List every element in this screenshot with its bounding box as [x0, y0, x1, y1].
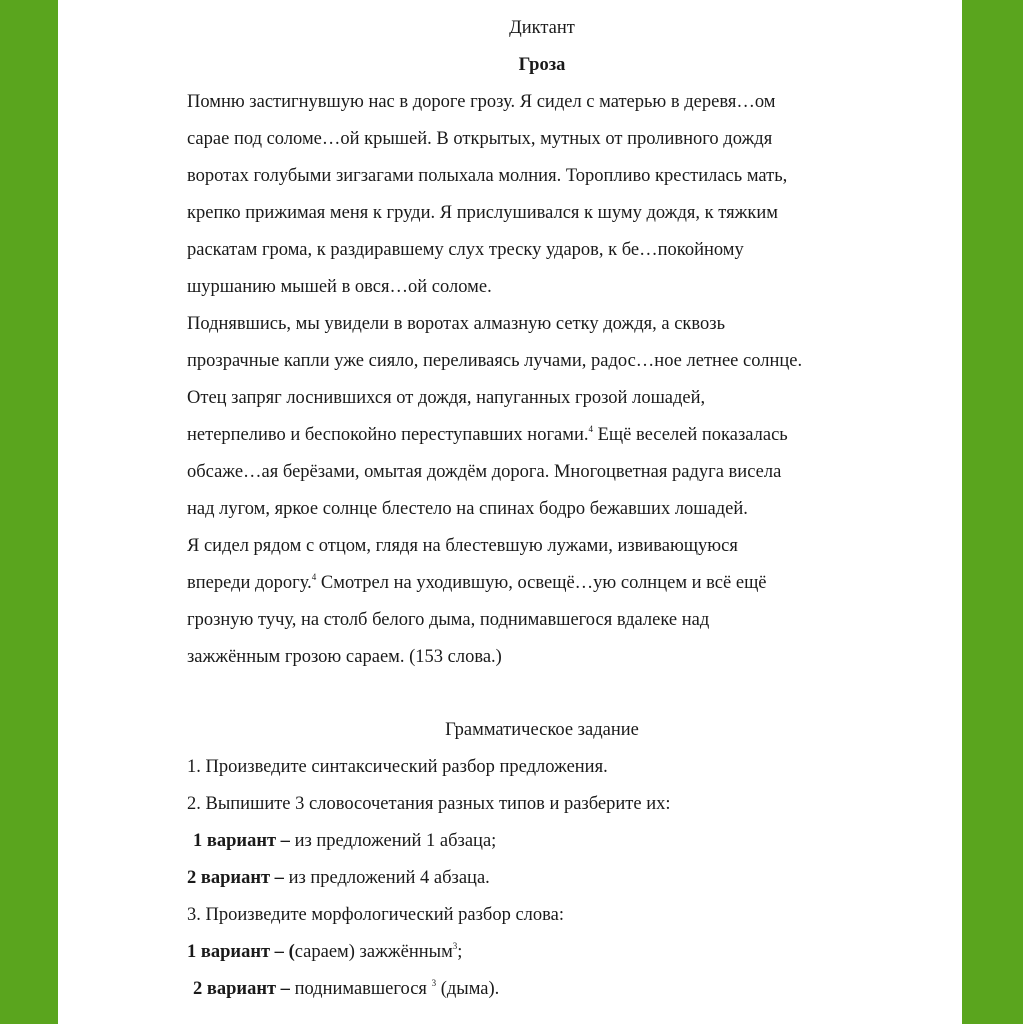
dictation-line	[187, 158, 907, 195]
dictation-line	[187, 195, 907, 232]
dictation-line-text: прозрачные капли уже сияло, переливаясь лучами, радос…ное летнее солнце.	[187, 351, 803, 371]
variant-label: 2 вариант –	[187, 868, 284, 888]
dictation-line-text: Поднявшись, мы увидели в воротах алмазную сетку дождя, а сквозь	[187, 314, 726, 334]
variant-text: поднимавшегося	[289, 979, 432, 999]
dictation-line	[187, 417, 907, 454]
grammar-task-3: 3. Произведите морфологический разбор слова:	[187, 905, 565, 925]
footnote-mark: 4	[588, 424, 593, 434]
variant-label: 1 вариант –	[187, 942, 284, 962]
dictation-line-text: Ещё веселей показалась	[592, 425, 788, 445]
document-content	[187, 10, 907, 1008]
dictation-line	[187, 454, 907, 491]
dictation-line	[187, 602, 907, 639]
dictation-line	[187, 343, 907, 380]
grammar-title: Грамматическое задание	[445, 720, 639, 740]
dictation-line-text: впереди дорогу.	[187, 573, 312, 593]
grammar-task-2-variant-2	[187, 860, 907, 897]
dictation-line	[187, 528, 907, 565]
dictation-line-text: зажжённым грозою сараем. (153 слова.)	[187, 647, 502, 667]
footnote-mark: 4	[311, 572, 317, 582]
footnote-mark: 3	[431, 978, 437, 988]
grammar-task-2-variant-1	[187, 823, 907, 860]
grammar-task-2: 2. Выпишите 3 словосочетания разных типов и разберите их:	[187, 794, 671, 814]
grammar-task-1: 1. Произведите синтаксический разбор предложения.	[187, 757, 608, 777]
section-gap	[187, 676, 907, 712]
variant-text: из предложений 1 абзаца;	[289, 831, 497, 851]
document-title: Гроза	[518, 55, 566, 75]
dictation-line	[187, 639, 907, 676]
document-header: Диктант	[509, 18, 575, 38]
dictation-text	[187, 84, 907, 676]
dictation-line	[187, 565, 907, 602]
dictation-line-text: Отец запряг лоснившихся от дождя, напуганных грозой лошадей,	[187, 388, 706, 408]
dictation-line-text: раскатам грома, к раздиравшему слух треску ударов, к бе…покойному	[187, 240, 744, 260]
dictation-line-text: сарае под соломе…ой крышей. В открытых, мутных от проливного дождя	[187, 129, 773, 149]
variant-paren: (	[283, 942, 295, 962]
dictation-line	[187, 269, 907, 306]
dictation-line-text: нетерпеливо и беспокойно переступавших ногами.	[187, 425, 589, 445]
dictation-line-text: Помню застигнувшую нас в дороге грозу. Я сидел с матерью в деревя…ом	[187, 92, 776, 112]
variant-end: ;	[457, 942, 463, 962]
variant-text: из предложений 4 абзаца.	[283, 868, 490, 888]
dictation-line	[187, 491, 907, 528]
dictation-line-text: шуршанию мышей в овся…ой соломе.	[187, 277, 492, 297]
dictation-line-text: воротах голубыми зигзагами полыхала молния. Торопливо крестилась мать,	[187, 166, 788, 186]
dictation-line-text: крепко прижимая меня к груди. Я прислушивался к шуму дождя, к тяжким	[187, 203, 778, 223]
dictation-line-text: грозную тучу, на столб белого дыма, поднимавшегося вдалеке над	[187, 610, 710, 630]
dictation-line	[187, 380, 907, 417]
variant-text: сараем) зажжённым	[294, 942, 453, 962]
dictation-line-text: над лугом, яркое солнце блестело на спинах бодро бежавших лошадей.	[187, 499, 748, 519]
dictation-line	[187, 306, 907, 343]
grammar-task-3-variant-1	[187, 934, 907, 971]
dictation-line-text: обсаже…ая берёзами, омытая дождём дорога. Многоцветная радуга висела	[187, 462, 782, 482]
variant-end: (дыма).	[436, 979, 500, 999]
variant-label: 1 вариант –	[193, 831, 290, 851]
dictation-line	[187, 84, 907, 121]
dictation-line	[187, 232, 907, 269]
dictation-line-text: Смотрел на уходившую, освещё…ую солнцем и всё ещё	[316, 573, 767, 593]
document-page	[58, 0, 962, 1024]
variant-label: 2 вариант –	[193, 979, 290, 999]
dictation-line-text: Я сидел рядом с отцом, глядя на блестевшую лужами, извивающуюся	[187, 536, 738, 556]
footnote-mark: 3	[452, 941, 458, 951]
grammar-task-3-variant-2	[187, 971, 907, 1008]
dictation-line	[187, 121, 907, 158]
